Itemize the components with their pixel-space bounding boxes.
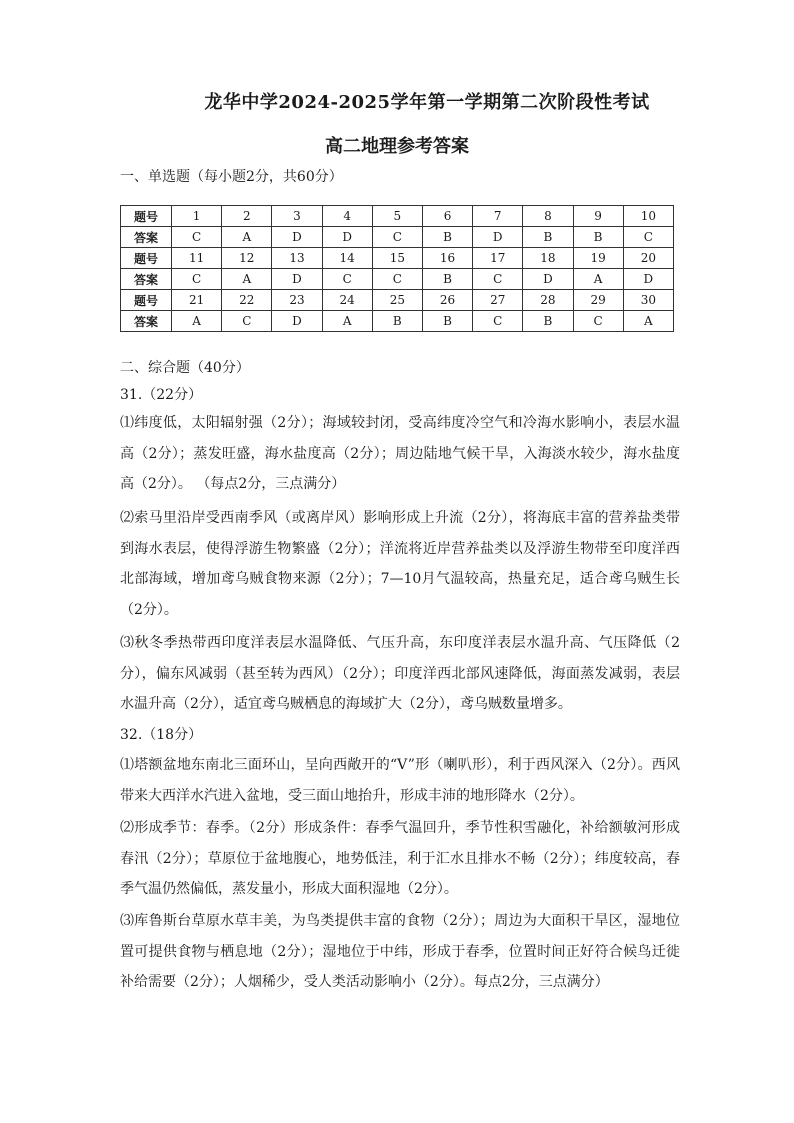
- table-cell: 24: [322, 290, 372, 311]
- table-cell: 6: [422, 206, 472, 227]
- question-32-part-3: ⑶库鲁斯台草原水草丰美，为鸟类提供丰富的食物（2分）；周边为大面积干旱区，湿地位置可提供食物与栖息地（2分）；湿地位于中纬，形成于春季，位置时间正好符合候鸟迁徙补给需要（2分）；人烟稀少，受人类活动影响小（2分）。每点2分，三点满分）: [120, 913, 680, 990]
- row-label: 题号: [121, 290, 172, 311]
- row-label: 答案: [121, 227, 172, 248]
- table-cell: C: [372, 269, 422, 290]
- row-label: 题号: [121, 206, 172, 227]
- table-cell: D: [272, 227, 322, 248]
- table-cell: B: [573, 227, 623, 248]
- table-row: [121, 311, 674, 332]
- table-cell: 19: [573, 248, 623, 269]
- table-cell: C: [623, 227, 673, 248]
- table-row: [121, 248, 674, 269]
- table-cell: 2: [222, 206, 272, 227]
- table-cell: 22: [222, 290, 272, 311]
- table-cell: A: [222, 269, 272, 290]
- table-cell: 21: [172, 290, 222, 311]
- question-32-part-2: ⑵形成季节：春季。（2分）形成条件：春季气温回升，季节性积雪融化，补给额敏河形成春汛（2分）；草原位于盆地腹心，地势低洼，利于汇水且排水不畅（2分）；纬度较高，春季气温仍然偏低，蒸发量小，形成大面积湿地（2分）。: [120, 820, 680, 897]
- table-cell: 14: [322, 248, 372, 269]
- table-cell: C: [172, 269, 222, 290]
- question-32-part-1: ⑴塔额盆地东南北三面环山，呈向西敞开的“V”形（喇叭形），利于西风深入（2分）。西风带来大西洋水汽进入盆地，受三面山地抬升，形成丰沛的地形降水（2分）。: [120, 757, 680, 804]
- question-32-number: 32.（18分）: [120, 727, 203, 743]
- table-cell: 10: [623, 206, 673, 227]
- table-cell: D: [473, 227, 523, 248]
- table-cell: C: [372, 227, 422, 248]
- row-label: 答案: [121, 311, 172, 332]
- table-cell: 13: [272, 248, 322, 269]
- table-cell: B: [422, 269, 472, 290]
- table-cell: 30: [623, 290, 673, 311]
- table-cell: 11: [172, 248, 222, 269]
- table-cell: A: [623, 311, 673, 332]
- table-cell: B: [523, 227, 573, 248]
- table-cell: 17: [473, 248, 523, 269]
- table-cell: 1: [172, 206, 222, 227]
- table-cell: 12: [222, 248, 272, 269]
- table-cell: 4: [322, 206, 372, 227]
- table-cell: C: [322, 269, 372, 290]
- table-cell: D: [272, 269, 322, 290]
- table-cell: 8: [523, 206, 573, 227]
- table-cell: B: [422, 311, 472, 332]
- table-cell: C: [473, 311, 523, 332]
- table-cell: D: [272, 311, 322, 332]
- row-label: 题号: [121, 248, 172, 269]
- answer-table: [120, 205, 674, 332]
- answer-key-subtitle: 高二地理参考答案: [325, 136, 469, 157]
- table-cell: D: [523, 269, 573, 290]
- table-cell: 27: [473, 290, 523, 311]
- table-row: [121, 269, 674, 290]
- table-row: [121, 290, 674, 311]
- table-cell: D: [623, 269, 673, 290]
- table-cell: B: [372, 311, 422, 332]
- table-cell: C: [172, 227, 222, 248]
- table-cell: B: [523, 311, 573, 332]
- table-cell: 18: [523, 248, 573, 269]
- table-cell: B: [422, 227, 472, 248]
- table-cell: 16: [422, 248, 472, 269]
- table-cell: 9: [573, 206, 623, 227]
- table-cell: C: [222, 311, 272, 332]
- table-cell: 23: [272, 290, 322, 311]
- table-cell: 15: [372, 248, 422, 269]
- row-label: 答案: [121, 269, 172, 290]
- section-1-heading: 一、单选题（每小题2分，共60分）: [120, 169, 343, 185]
- table-cell: C: [473, 269, 523, 290]
- table-cell: 5: [372, 206, 422, 227]
- exam-title: 龙华中学2024-2025学年第一学期第二次阶段性考试: [204, 92, 650, 113]
- section-2-heading: 二、综合题（40分）: [120, 360, 250, 376]
- table-row: [121, 227, 674, 248]
- table-cell: 3: [272, 206, 322, 227]
- question-31-number: 31.（22分）: [120, 387, 203, 403]
- question-31-part-2: ⑵索马里沿岸受西南季风（或离岸风）影响形成上升流（2分），将海底丰富的营养盐类带到海水表层，使得浮游生物繁盛（2分）；洋流将近岸营养盐类以及浮游生物带至印度洋西北部海域，增加鸢乌贼食物来源（2分）；7—10月气温较高，热量充足，适合鸢乌贼生长（2分）。: [120, 510, 680, 618]
- table-cell: 29: [573, 290, 623, 311]
- table-cell: 26: [422, 290, 472, 311]
- table-cell: 28: [523, 290, 573, 311]
- question-31-part-3: ⑶秋冬季热带西印度洋表层水温降低、气压升高，东印度洋表层水温升高、气压降低（2分），偏东风减弱（甚至转为西风）（2分）；印度洋西北部风速降低，海面蒸发减弱，表层水温升高（2分），适宜鸢乌贼栖息的海域扩大（2分），鸢乌贼数量增多。: [120, 635, 680, 712]
- table-cell: C: [573, 311, 623, 332]
- table-cell: 7: [473, 206, 523, 227]
- question-31-part-1: ⑴纬度低，太阳辐射强（2分）；海域较封闭，受高纬度冷空气和冷海水影响小，表层水温高（2分）；蒸发旺盛，海水盐度高（2分）；周边陆地气候干旱，入海淡水较少，海水盐度高（2分）。 （每点2分，三点满分）: [120, 415, 680, 492]
- table-row: [121, 206, 674, 227]
- table-cell: 25: [372, 290, 422, 311]
- table-cell: A: [573, 269, 623, 290]
- table-cell: A: [222, 227, 272, 248]
- table-cell: 20: [623, 248, 673, 269]
- table-cell: D: [322, 227, 372, 248]
- table-cell: A: [322, 311, 372, 332]
- table-cell: A: [172, 311, 222, 332]
